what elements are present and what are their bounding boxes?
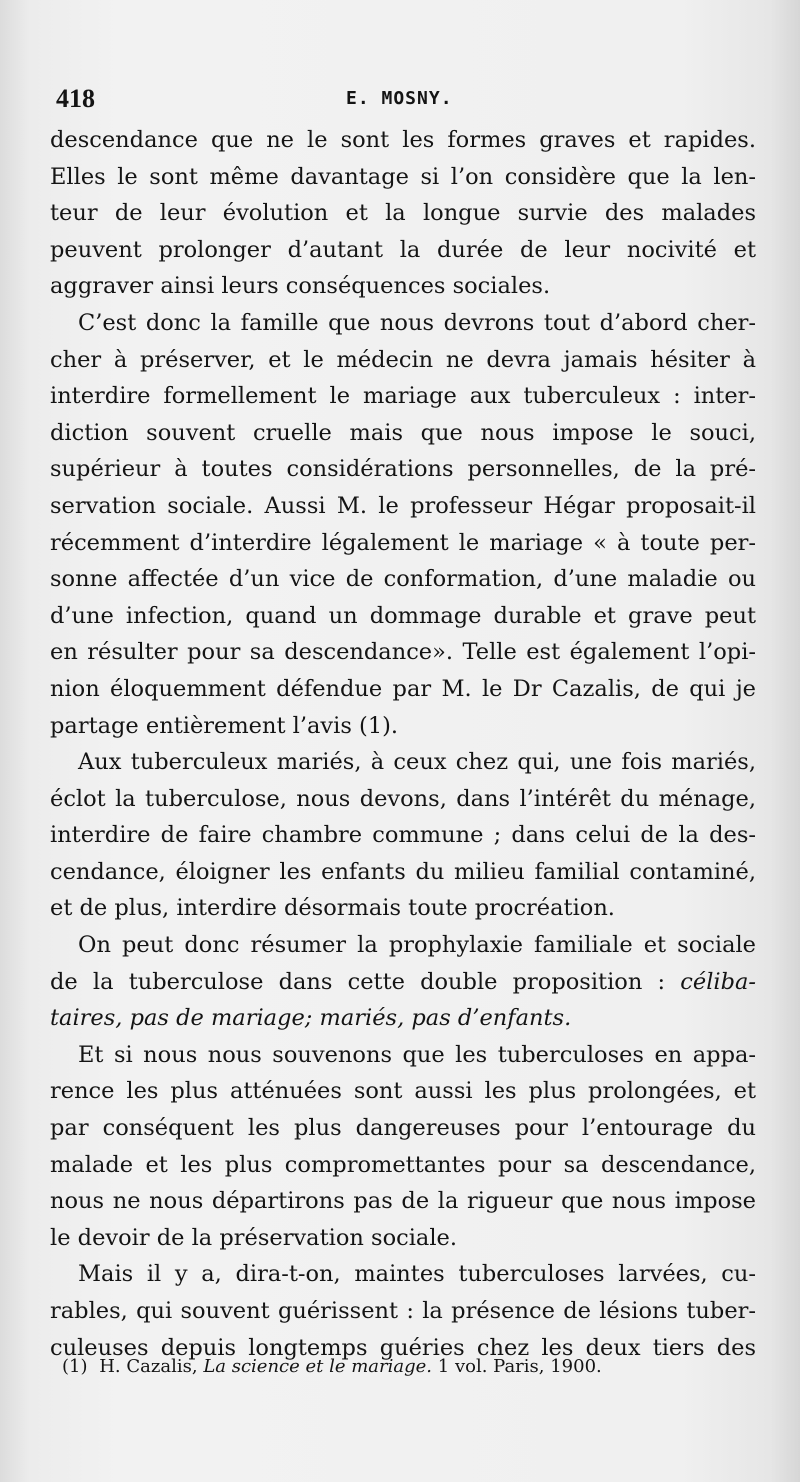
paragraph-start: C’est donc la famille que nous devrons tout d’abord cher- — [78, 309, 756, 336]
italic-phrase: taires, pas de mariage; mariés, pas d’enfants. — [50, 1005, 572, 1032]
text-line: nion éloquemment défendue par M. le Dr Cazalis, de qui je — [50, 675, 756, 702]
text-line: partage entièrement l’avis (1). — [50, 712, 399, 739]
footnote — [62, 1356, 752, 1377]
text-line: cendance, éloigner les enfants du milieu familial contaminé, — [50, 858, 756, 885]
footnote-title: La science et le mariage. — [203, 1356, 433, 1377]
text-line: d’une infection, quand un dommage durable et grave peut — [50, 602, 756, 629]
text-line: et de plus, interdire désormais toute procréation. — [50, 895, 615, 922]
text-line: Elles le sont même davantage si l’on considère que la len- — [50, 163, 756, 190]
text-line: culeuses depuis longtemps guéries chez les deux tiers des — [50, 1334, 756, 1361]
text-line: nous ne nous départirons pas de la rigueur que nous impose — [50, 1188, 756, 1215]
paragraph-start: Et si nous nous souvenons que les tuberculoses en appa- — [78, 1041, 756, 1068]
text-line: interdire formellement le mariage aux tuberculeux : inter- — [50, 383, 756, 410]
text-line: récemment d’interdire légalement le mariage « à toute per- — [50, 529, 756, 556]
text-line: éclot la tuberculose, nous devons, dans l’intérêt du ménage, — [50, 785, 756, 812]
text-line — [50, 1000, 756, 1037]
text-line: sonne affectée d’un vice de conformation, d’une maladie ou — [50, 566, 756, 593]
page-number: 418 — [56, 84, 95, 113]
body-text — [50, 122, 756, 1366]
running-head: E. MOSNY. — [346, 88, 453, 109]
text-line: interdire de faire chambre commune ; dans celui de la des- — [50, 822, 756, 849]
text-line: rables, qui souvent guérissent : la présence de lésions tuber- — [50, 1298, 756, 1324]
text-line: en résulter pour sa descendance». Telle est également l’opi- — [50, 639, 756, 666]
footnote-author: H. Cazalis, — [99, 1356, 198, 1377]
text-line-roman: de la tuberculose dans cette double proposition : — [50, 968, 666, 995]
footnote-details: 1 vol. Paris, 1900. — [437, 1356, 602, 1377]
text-line: rence les plus atténuées sont aussi les plus prolongées, et — [50, 1078, 756, 1105]
text-line: le devoir de la préservation sociale. — [50, 1224, 457, 1251]
text-line: peuvent prolonger d’autant la durée de leur nocivité et — [50, 236, 756, 263]
text-line — [50, 964, 756, 1001]
text-line: aggraver ainsi leurs conséquences sociales. — [50, 273, 551, 300]
text-line: supérieur à toutes considérations personnelles, de la pré- — [50, 456, 756, 483]
italic-phrase: céliba- — [680, 968, 757, 995]
paragraph-start: Mais il y a, dira-t-on, maintes tuberculoses larvées, cu- — [78, 1261, 756, 1288]
text-line: cher à préserver, et le médecin ne devra jamais hésiter à — [50, 346, 756, 373]
text-line: par conséquent les plus dangereuses pour l’entourage du — [50, 1115, 756, 1142]
text-line: descendance que ne le sont les formes graves et rapides. — [50, 127, 756, 153]
paragraph-start: On peut donc résumer la prophylaxie familiale et sociale — [78, 932, 756, 959]
footnote-mark: (1) — [62, 1356, 88, 1377]
text-line: teur de leur évolution et la longue survie des malades — [50, 200, 756, 227]
text-line: malade et les plus compromettantes pour sa descendance, — [50, 1151, 756, 1178]
text-line: servation sociale. Aussi M. le professeur Hégar proposait-il — [50, 492, 756, 519]
paragraph-start: Aux tuberculeux mariés, à ceux chez qui, une fois mariés, — [78, 749, 756, 776]
page-header — [56, 84, 756, 118]
text-line: diction souvent cruelle mais que nous impose le souci, — [50, 419, 756, 446]
